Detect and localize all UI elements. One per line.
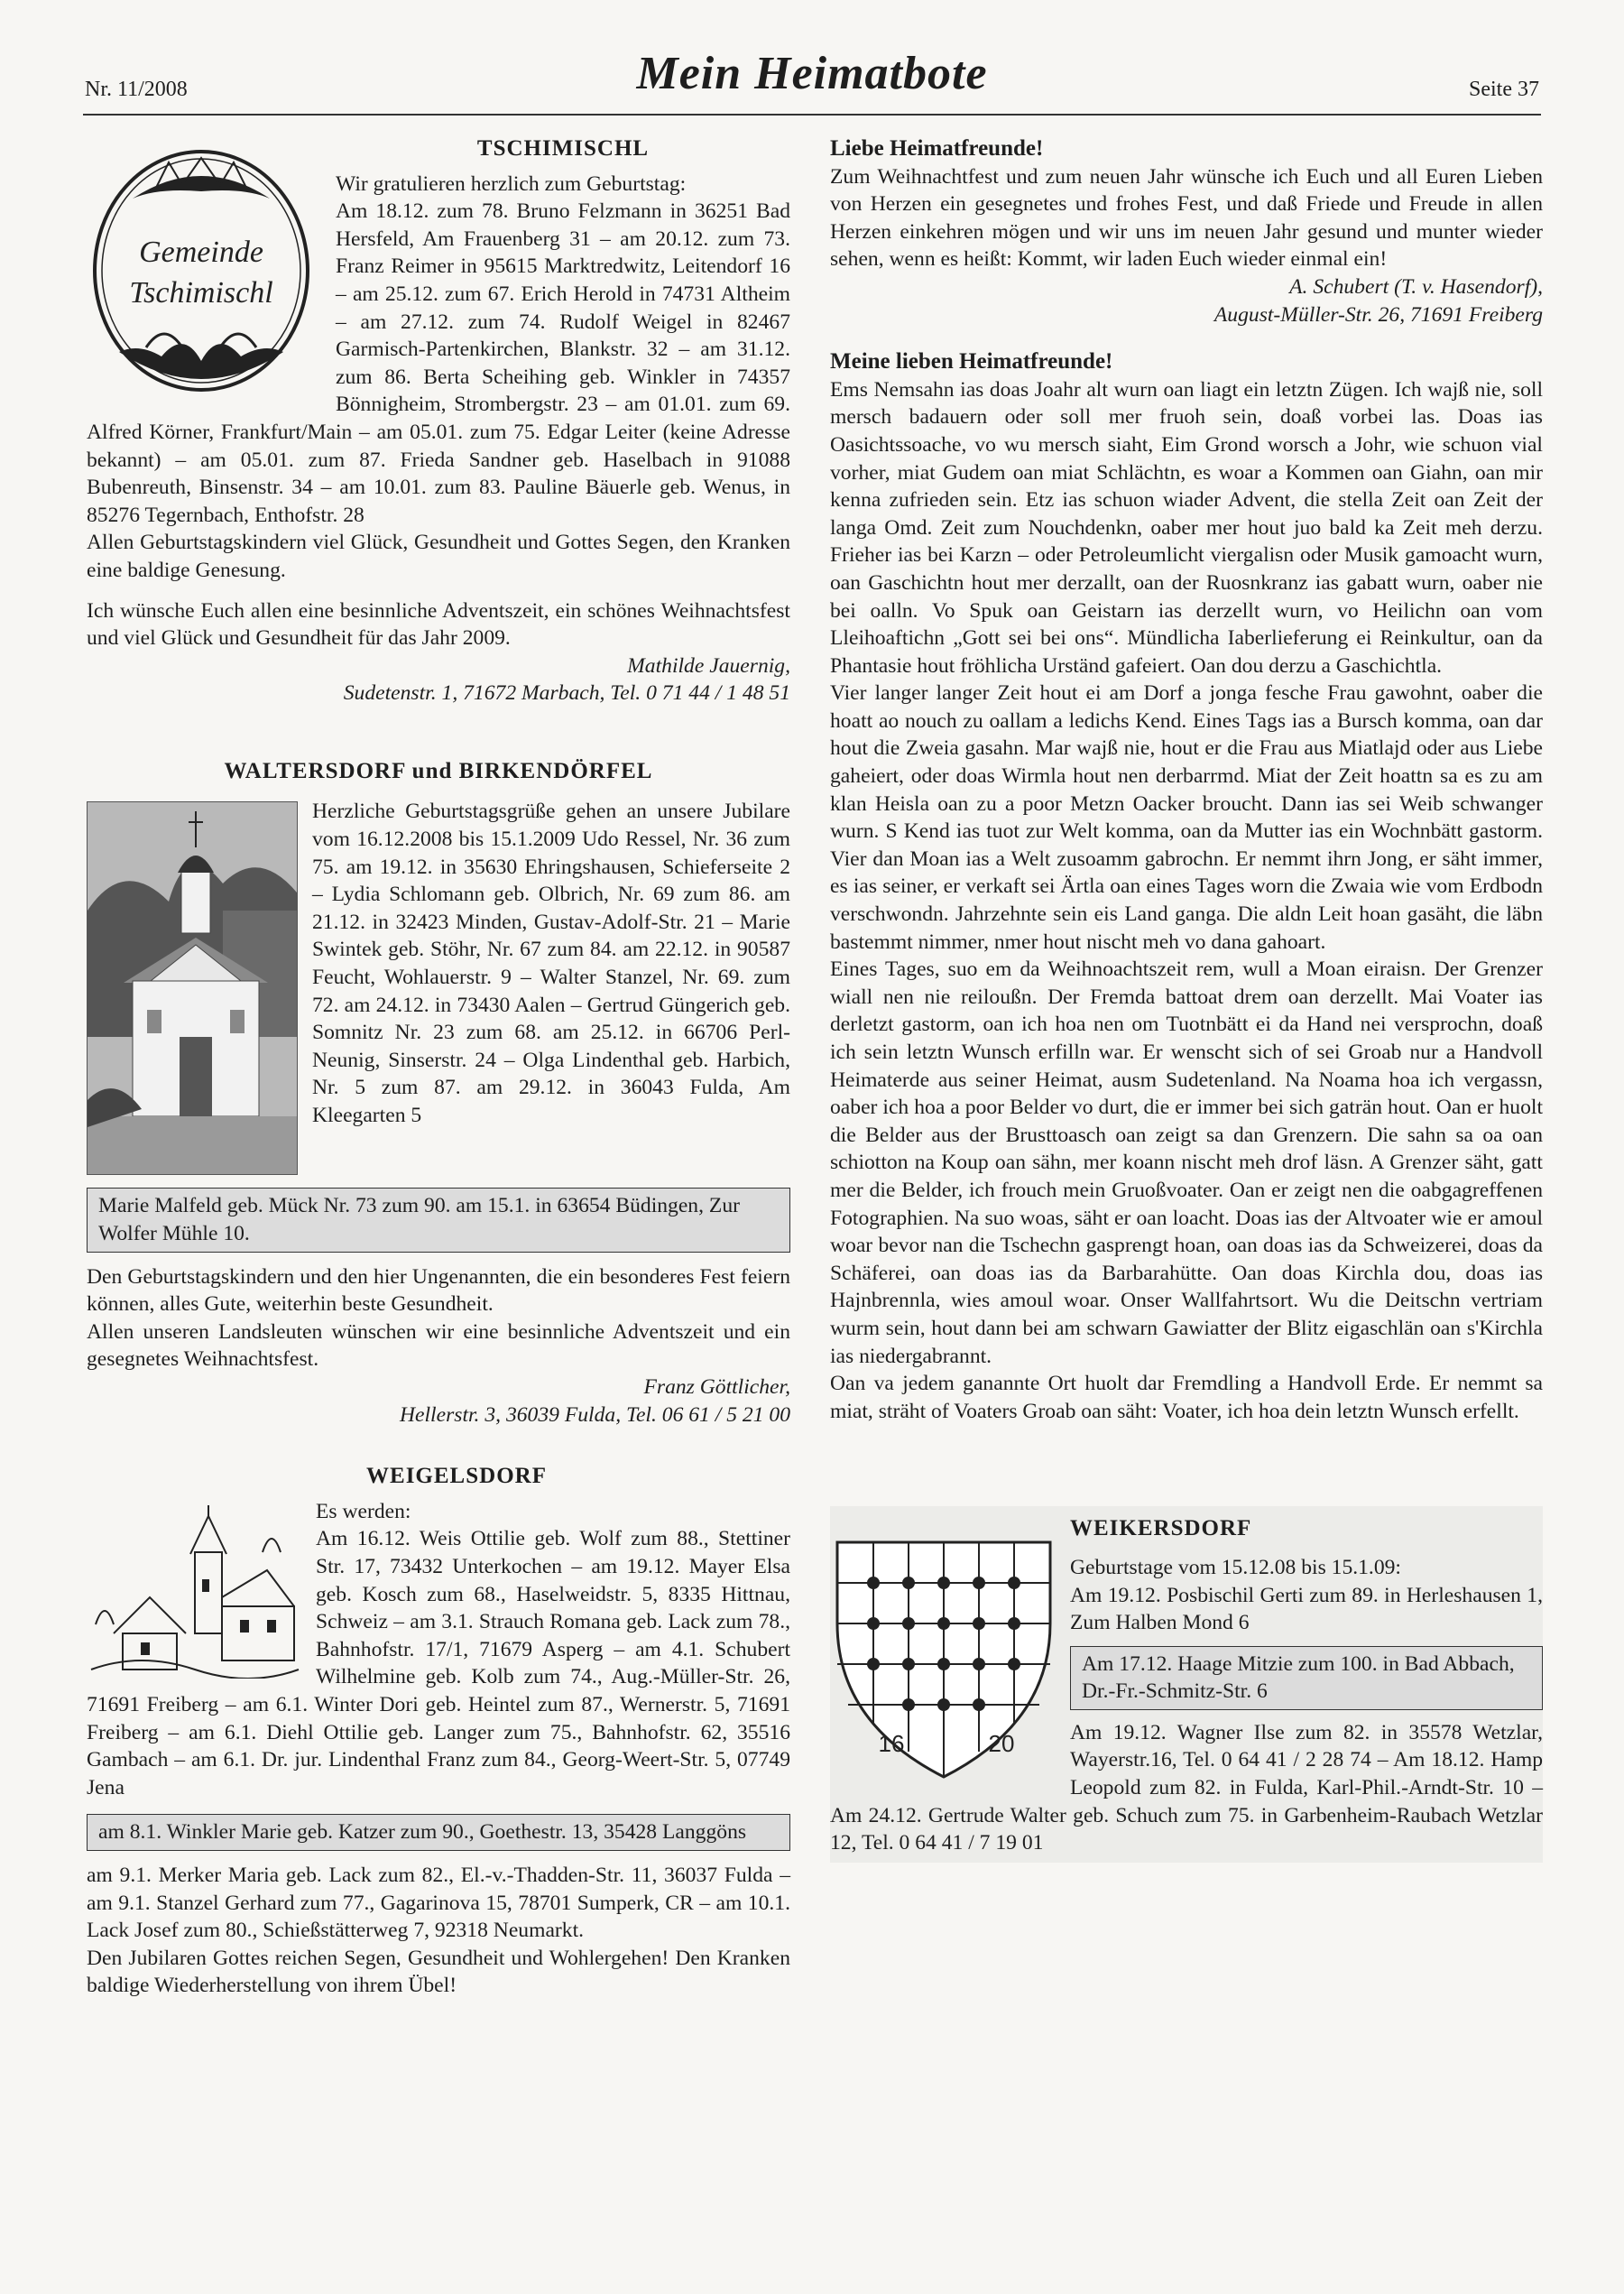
weigelsdorf-closing: Den Jubilaren Gottes reichen Segen, Gesundheit und Wohlergehen! Den Kranken baldige Wiederherstellung von ihrem Übel! [87, 1946, 790, 1998]
tschimischl-wish: Allen Geburtstagskindern viel Glück, Gesundheit und Gottes Segen, den Kranken eine baldige Genesung. [87, 531, 790, 582]
weigelsdorf-birthdays: Am 16.12. Weis Ottilie geb. Wolf zum 88., Stettiner Str. 17, 73432 Unterkochen – am 19.12. Mayer Elsa geb. Kosch zum 68., Haselweidstr. 5, 8335 Hittnau, Schweiz – am 3.1. Strauch Romana geb. Lack zum 78., Bahnhofstr. 17/1, 71679 Asperg – am 4.1. Schubert Wilhelmine geb. Kolb zum 74., Aug.-Müller-Str. 26, 71691 Freiberg – am 6.1. Winter Dori geb. Heintel zum 87., Wernerstr. 5, 71691 Freiberg – am 6.1. Diehl Ottilie geb. Langer zum 75., Bahnhofstr. 62, 35516 Gambach – am 6.1. Dr. jur. Lindenthal Franz zum 84., Georg-Weert-Str. 5, 07749 Jena [87, 1527, 790, 1799]
weigelsdorf-intro: Es werden: [316, 1499, 411, 1523]
meine-paragraph-3: Eines Tages, suo em da Weihnoachtszeit rem, wull a Moan eiraisn. Der Grenzer wiall nen nie reiloußn. Der Fremda battoat drem oan derzellt. Mai Voater ias derletzt gastorm, oan ich hoa nen om Tuotnbätt ei da Hand nei versprochn, doaß ich sein letztn Wunsch erfilln war. Er wenscht sich of sei Groab nur a Handvoll Heimaterde aus seiner Heimat, ausm Sudetenland. Na Noama hoa ich vergassn, oaber ich hoa a poor Belder vo durt, die er immer bei sich gaträn hout. Oan er huolt die Belder aus der Brusttoasch oan zeigt sa dan Grenzern. Die sahn sa oa oan schiotton na Koup oan sähn, mer koann nischt meh drof läsn. A Grenzer säht, gatt mer die Belder, ich frouch mein Gruoßvoater. Oan er zeigt nen die oabgagreffenen Fotographien. Na suo woas, säht er oan loacht. Doas ias der Altvoater wie er amoul woar bevor nan die Tschechn gasprengt hoan, oan doas ias da Schweizerei, doas da Schäferei, oan doas ias da Barbarahütte. Oan doas Kirchla dou, doas ias Hajnbrennla, wies amoul woar. Onser Wallfahrtsort. Wu die Deitschn vertriam wurm sein, hout dann bei am schwarn Gawiatter der Blitz eigaschlän oan s'Kirchla ias niedergabrannt. [830, 957, 1543, 1368]
weikersdorf-birthdays-1: Am 19.12. Posbischil Gerti zum 89. in Herleshausen 1, Zum Halben Mond 6 [1070, 1583, 1543, 1635]
waltersdorf-birthdays: Herzliche Geburtstagsgrüße gehen an unsere Jubilare vom 16.12.2008 bis 15.1.2009 Udo Ressel, Nr. 36 zum 75. am 19.12. in 35630 Ehringshausen, Schieferseite 2 – Lydia Schlomann geb. Olbrich, Nr. 69 zum 86. am 21.12. in 32423 Minden, Gustav-Adolf-Str. 21 – Marie Swintek geb. Stöhr, Nr. 67 zum 84. am 22.12. in 90587 Feucht, Wohlauerstr. 9 – Walter Stanzel, Nr. 69. zum 72. am 24.12. in 73430 Aalen – Gertrud Güngerich geb. Somnitz Nr. 23 zum 68. am 25.12. in 66706 Perl-Neunig, Sinserstr. 24 – Olga Lindenthal geb. Harbich, Nr. 5 zum 87. am 29.12. in 36043 Fulda, Am Kleegarten 5 [312, 800, 790, 1127]
section-weikersdorf [830, 1506, 1543, 1863]
gemeinde-logo [83, 135, 319, 406]
right-column [830, 135, 1543, 1863]
issue-number: Nr. 11/2008 [85, 78, 188, 101]
page-number: Seite 37 [1469, 78, 1539, 101]
heading-meine: Meine lieben Heimatfreunde! [830, 349, 1113, 375]
liebe-text: Zum Weihnachtfest und zum neuen Jahr wünsche ich Euch und all Euren Lieben von Herzen ein gesegnetes und frohes Fest, und daß Friede und Freude in allen Herzen einkehren mögen und wir uns im neuen Jahr gesund und munter wieder sehen, wenn es heißt: Kommt, wir laden Euch wieder einmal ein! [830, 164, 1543, 272]
section-meine-lieben [830, 348, 1543, 1425]
waltersdorf-signature-address: Hellerstr. 3, 36039 Fulda, Tel. 06 61 / 5 21 00 [399, 1402, 790, 1427]
village-sketch [87, 1498, 303, 1679]
left-column [87, 135, 790, 2000]
meine-paragraph-1: Ems Nemsahn ias doas Joahr alt wurn oan liagt ein letztn Zügen. Ich wajß nie, soll mersch badauern oder soll mer fruoh sein, doaß vorbei las. Doas ias Oasichtssoache, vo wu mersch siaht, Eim Grond worsch a Johr, wie schuon vial vorher, miat Gudem oan miat Schlächtn, es woar a Kommen oan Giahn, oan mir kenna zufrieden sein. Etz ias schuon wiader Advent, die stella Zeit oan Zeit der langa Omd. Zeit zum Nouchdenkn, oaber mer hout juo bald ka Zeit meh derzu. Frieher ias bei Karzn – oder Petroleumlicht viergalisn oder Musik gamoacht wurn, oan Gaschichtn hout mer derzallt, oan der Ruosnkranz ias gabatt wurn, oaber nie bei oalln. Vo Spuk oan Geistarn ias derzellt wurn, vo Heilichn oan vom Lleihoaftichn „Gott sei bei ons“. Mündlicha Iaberlieferung ei Reinkultur, oan da Phantasie hout fröhlicha Urständ gafeiert. Oan dou derzu a Gaschichtla. [830, 377, 1543, 678]
weikersdorf-birthdays-2: Am 19.12. Wagner Ilse zum 82. in 35578 Wetzlar, Wayerstr.16, Tel. 0 64 41 / 2 28 74 – Am 18.12. Hamp Leopold zum 82. in Fulda, Karl-Phil.-Arndt-Str. 10 – Am 24.12. Gertrude Walter geb. Schuch zum 75. in Garbenheim-Raubach Wetzlar 12, Tel. 0 64 41 / 7 19 01 [830, 1720, 1543, 1855]
waltersdorf-closing-2: Allen unseren Landsleuten wünschen wir eine besinnliche Adventszeit und ein gesegnetes Weihnachtsfest. [87, 1319, 790, 1372]
heading-weigelsdorf: WEIGELSDORF [366, 1464, 547, 1489]
heading-waltersdorf: WALTERSDORF und BIRKENDÖRFEL [224, 758, 653, 783]
section-tschimischl [87, 135, 790, 708]
section-waltersdorf [87, 758, 790, 1429]
weigelsdorf-birthdays-2: am 9.1. Merker Maria geb. Lack zum 82., El.-v.-Thadden-Str. 11, 36037 Fulda – am 9.1. Stanzel Gerhard zum 77., Gagarinova 15, 78701 Sumperk, CR – am 10.1. Lack Josef zum 80., Schießstätterweg 7, 92318 Neumarkt. [87, 1863, 790, 1943]
waltersdorf-highlight-box: Marie Malfeld geb. Mück Nr. 73 zum 90. am 15.1. in 63654 Büdingen, Zur Wolfer Mühle 10. [87, 1188, 790, 1252]
newspaper-title: Mein Heimatbote [636, 48, 988, 99]
coat-of-arms [830, 1515, 1057, 1786]
heading-tschimischl: TSCHIMISCHL [476, 136, 650, 161]
tschimischl-birthdays: Am 18.12. zum 78. Bruno Felzmann in 36251 Bad Hersfeld, Am Frauenberg 31 – am 20.12. zum 73. Franz Reimer in 95615 Marktredwitz, Leitendorf 16 – am 25.12. zum 67. Erich Herold in 74731 Altheim – am 27.12. zum 74. Rudolf Weigel in 82467 Garmisch-Partenkirchen, Blankstr. 32 – am 31.12. zum 86. Berta Scheihing geb. Winkler in 74357 Bönnigheim, Strombergstr. 23 – am 01.01. zum 69. Alfred Körner, Frankfurt/Main – am 05.01. zum 75. Edgar Leiter (keine Adresse bekannt) – am 05.01. zum 87. Frieda Sandner geb. Haselbach in 91088 Bubenreuth, Binsenstr. 34 – am 10.01. zum 83. Pauline Bäuerle geb. Wenus, in 85276 Tegernbach, Enthofstr. 28 [87, 199, 790, 527]
meine-paragraph-2: Vier langer langer Zeit hout ei am Dorf a jonga fesche Frau gawohnt, oaber die hoatt ao nouch zu oallam a ledichs Kend. Eines Tags ias a Bursch komma, oan dar hout die Zweia gasahn. Mar wajß nie, hout er die Frau aus Miatlajd oder aus Liebe gaheiert, oder doas Wirmla hout nen derbarrmd. Miat der Zeit hoattn sa es zu am klan Heisla oan zu a poor Metzn Oacker broucht. Dann ias sei Weib schwanger wurn. S Kend ias tuot zur Welt komma, oan da Mutter ias ein Wochnbätt gastorm. Vier dan Moan ias a Welt zusoamm gabrochn. Er nemmt ihrn Jong, er säht immer, es ias seiner, er verkaft sei Ärtla oan eines Tages worn die Zwaia wie vom Erdbodn verschwondn. Jahrzehnte sein eis Land ganga. Die aldn Leit hoan gasäht, die läbn bastemmt nimmer, nmer hout nischt meh vo dana gahoart. [830, 681, 1543, 954]
weikersdorf-intro: Geburtstage vom 15.12.08 bis 15.1.09: [1070, 1555, 1401, 1579]
header-rule [83, 114, 1541, 116]
meine-paragraph-4: Oan va jedem ganannte Ort huolt dar Fremdling a Handvoll Erde. Er nemmt sa miat, sträht of Voaters Groab oan säht: Voater, ich hoa dein letztn Wunsch erfellt. [830, 1372, 1543, 1423]
svg-text:Tschimischl: Tschimischl [129, 276, 273, 310]
svg-text:20: 20 [988, 1730, 1015, 1758]
liebe-signature-name: A. Schubert (T. v. Hasendorf), [1289, 274, 1543, 299]
heading-liebe: Liebe Heimatfreunde! [830, 136, 1044, 161]
waltersdorf-closing-1: Den Geburtstagskindern und den hier Ungenannten, die ein besonderes Fest feiern können, alles Gute, weiterhin beste Gesundheit. [87, 1264, 790, 1317]
tschimischl-signature-name: Mathilde Jauernig, [627, 653, 790, 678]
tschimischl-signature-address: Sudetenstr. 1, 71672 Marbach, Tel. 0 71 44 / 1 48 51 [343, 681, 790, 706]
chapel-photo [87, 801, 298, 1175]
svg-text:16: 16 [878, 1730, 905, 1758]
tschimischl-intro: Wir gratulieren herzlich zum Geburtstag: [336, 171, 687, 196]
waltersdorf-signature-name: Franz Göttlicher, [643, 1375, 790, 1400]
weikersdorf-highlight-box: Am 17.12. Haage Mitzie zum 100. in Bad Abbach, Dr.-Fr.-Schmitz-Str. 6 [1070, 1646, 1543, 1710]
tschimischl-advent: Ich wünsche Euch allen eine besinnliche Adventszeit, ein schönes Weihnachtsfest und viel Glück und Gesundheit für das Jahr 2009. [87, 598, 790, 651]
section-liebe-heimatfreunde [830, 135, 1543, 328]
page-header [0, 0, 1624, 117]
section-weigelsdorf [87, 1463, 790, 2000]
svg-text:Gemeinde: Gemeinde [139, 236, 263, 269]
liebe-signature-address: August-Müller-Str. 26, 71691 Freiberg [1213, 302, 1543, 327]
weigelsdorf-highlight-box: am 8.1. Winkler Marie geb. Katzer zum 90., Goethestr. 13, 35428 Langgöns [87, 1814, 790, 1851]
heading-weikersdorf: WEIKERSDORF [1070, 1516, 1252, 1541]
